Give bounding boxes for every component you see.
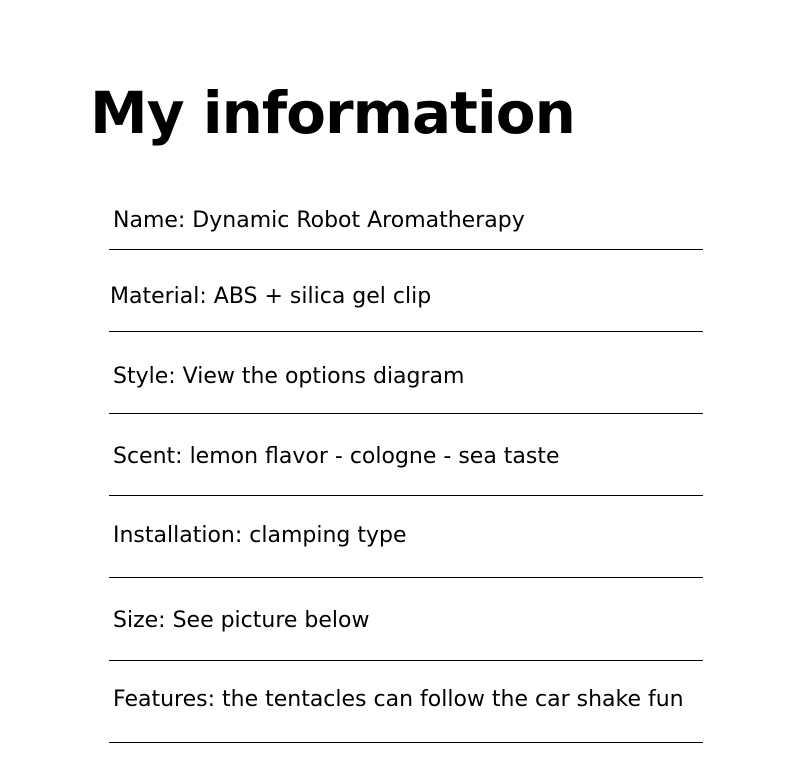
info-row-installation <box>109 496 703 578</box>
info-row-name <box>109 200 703 250</box>
info-row-text: Scent: lemon flavor - cologne - sea taste <box>113 444 560 469</box>
info-row-material <box>109 250 703 332</box>
info-row-text: Name: Dynamic Robot Aromatherapy <box>113 208 525 233</box>
info-row-style <box>109 332 703 414</box>
info-row-features <box>109 661 703 743</box>
info-row-text: Size: See picture below <box>113 608 370 633</box>
info-row-text: Style: View the options diagram <box>113 364 465 389</box>
info-row-text: Features: the tentacles can follow the car shake fun <box>113 687 684 712</box>
info-row-scent <box>109 414 703 496</box>
info-row-text: Installation: clamping type <box>113 523 407 548</box>
page-title: My information <box>90 79 575 147</box>
info-row-size <box>109 578 703 661</box>
info-row-text: Material: ABS + silica gel clip <box>110 284 432 309</box>
